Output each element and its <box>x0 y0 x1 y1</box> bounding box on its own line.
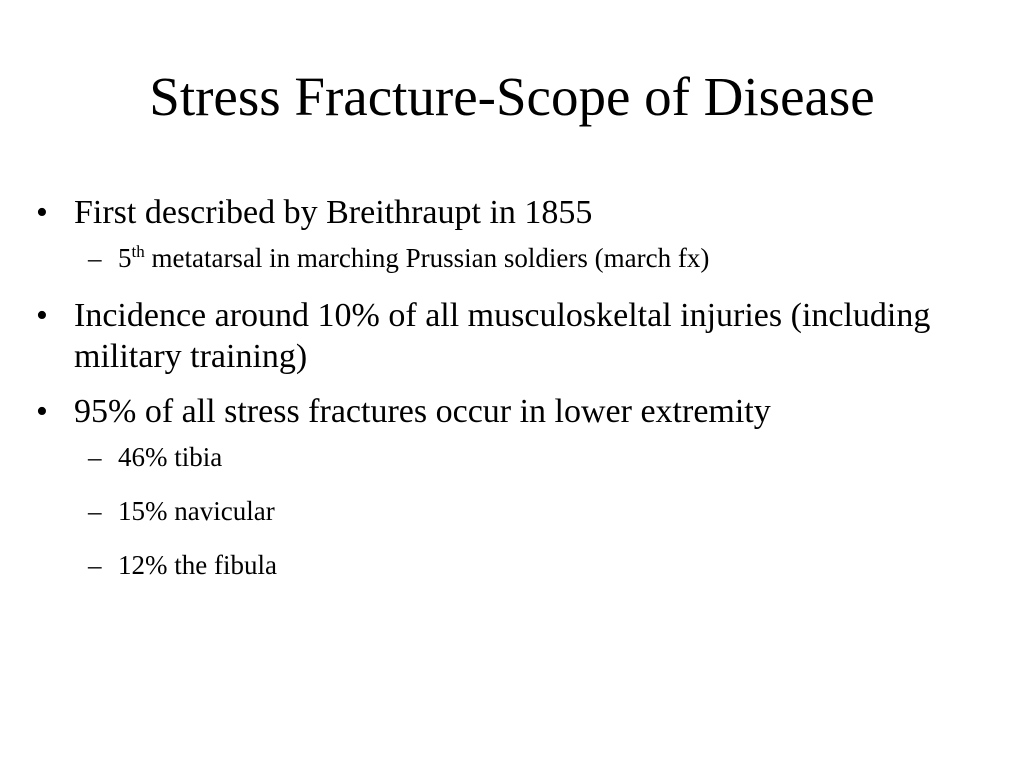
sub-item-tibia <box>36 440 986 474</box>
sub-item-text: 12% the fibula <box>118 550 277 580</box>
sub-item-text: metatarsal in marching Prussian soldiers (march fx) <box>144 243 710 273</box>
sub-item-text: 46% tibia <box>118 442 223 472</box>
bullet-text: Incidence around 10% of all musculoskeltal injuries (including military training) <box>74 297 931 375</box>
slide-title: Stress Fracture-Scope of Disease <box>149 66 875 127</box>
sub-bullet-marker: – <box>88 496 102 526</box>
sub-item-navicular <box>36 494 986 528</box>
bullet-text: First described by Breithraupt in 1855 <box>74 194 593 231</box>
sub-bullet-marker: – <box>88 243 102 273</box>
bullet-item-first-described <box>36 192 986 233</box>
sub-item-fibula <box>36 548 986 582</box>
bullet-list <box>36 192 986 602</box>
bullet-marker: • <box>36 194 48 231</box>
sub-item-superscript: th <box>131 242 145 261</box>
bullet-item-incidence <box>36 295 986 377</box>
bullet-marker: • <box>36 393 48 430</box>
bullet-text: 95% of all stress fractures occur in lower extremity <box>74 393 771 430</box>
sub-item-number: 5 <box>118 243 132 273</box>
bullet-item-lower-extremity <box>36 391 986 432</box>
sub-bullet-marker: – <box>88 550 102 580</box>
sub-item-metatarsal <box>36 241 986 275</box>
bullet-marker: • <box>36 297 48 334</box>
sub-item-text: 15% navicular <box>118 496 275 526</box>
sub-bullet-marker: – <box>88 442 102 472</box>
